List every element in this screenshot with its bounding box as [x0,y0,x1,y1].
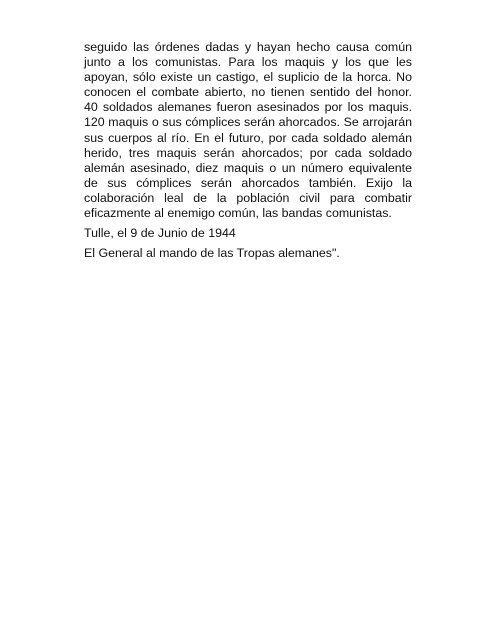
date-line: Tulle, el 9 de Junio de 1944 [84,226,236,241]
signature-line: El General al mando de las Tropas alemanes". [84,246,340,261]
body-paragraph: seguido las órdenes dadas y hayan hecho causa común junto a los comunistas. Para los maquis y los que les apoyan, sólo existe un castigo, el suplicio de la horca. No conocen el combate abierto, no tienen sentido del honor. 40 soldados alemanes fueron asesinados por los maquis. 120 maquis o sus cómplices serán ahorcados. Se arrojarán sus cuerpos al río. En el futuro, por cada soldado alemán herido, tres maquis serán ahorcados; por cada soldado alemán asesinado, diez maquis o un número equivalente de sus cómplices serán ahorcados también. Exijo la colaboración leal de la población civil para combatir eficazmente al enemigo común, las bandas comunistas. [84,40,412,221]
text-block [84,40,412,261]
